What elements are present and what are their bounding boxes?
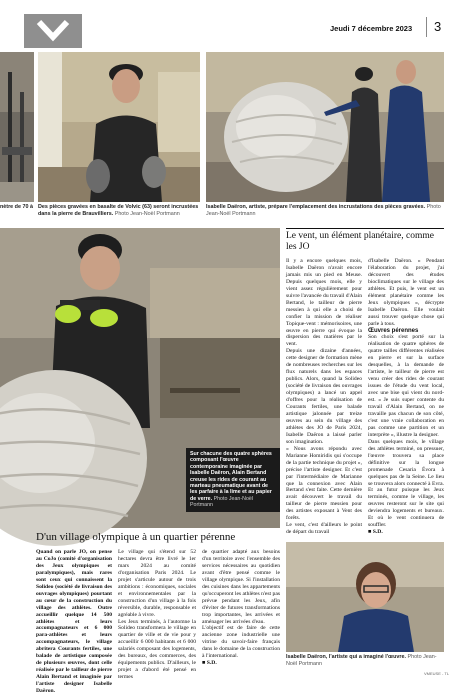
sidebar-col2-text-a: d'Isabelle Daëron. « Pendant l'élaboration du projet, j'ai découvert des études bioclimatiques sur le village des athlètes. Et puis, le vent est un élément planétaire comme les Jeux olympiques », décrypte Isabelle Daëron. Elle voulait aussi trouver quelque chose qui parle à tous.: [368, 258, 444, 327]
caption-basalt-credit: Photo Jean-Noël Portmann: [114, 210, 180, 217]
main-col1-text: Quand on parle JO, on pense au CoJo (comité d'organisation des Jeux olympiques et paralympiques), mais rares sont ceux qui connaissent la Solideo (société de livraison des ouvrages olympiques) pourtant au cœur de la construction du village des athlètes. Outre accueillir quelque 14 500 athlètes et leurs accompagnateurs et 6 000 para-athlètes et leurs accompagnateurs, le village abritera Courants fertiles, une balade de artistique composée de plusieurs œuvres, dont celle réalisée par le tailleur de pierre Alain Bertand et imaginée par l'artiste designer Isabelle Daëron.: [36, 549, 112, 695]
header-rule: [426, 17, 427, 37]
main-column-1: [36, 549, 112, 695]
sidebar-rule: [286, 228, 444, 229]
chevron-down-icon: [24, 14, 82, 48]
caption-portrait: [286, 654, 444, 668]
main-article-title: D'un village olympique à un quartier pérenne: [36, 531, 236, 543]
page-date: Jeudi 7 décembre 2023: [330, 24, 413, 33]
main-signature: ■ S.D.: [202, 660, 217, 667]
main-col3-text: de quartier adapté aux besoins d'un territoire avec l'ensemble des services nécessaires au quotidien avant d'être pensé comme le village olympique. Si l'installation des cuisines dans les appartements qu'occuperont les athlètes n'est pas prévue pendant les Jeux, afin d'éviter de futures transformations trop importantes, les arrivées et aménager les arrivées d'eau. L'objectif est de faire de cette ancienne zone industrielle une vitrine du savoir-faire français dans le domaine de la construction à l'international.: [202, 549, 280, 660]
footer-code: VMEUSE - TL: [424, 671, 450, 676]
sidebar-column-2: [368, 258, 444, 536]
sidebar-signature: ■ S.D.: [368, 529, 383, 536]
caption-carver: [186, 448, 280, 512]
photo-workshop-edge: [0, 52, 34, 202]
sidebar-subheading: Œuvres pérennes: [368, 327, 419, 334]
caption-basalt: [38, 204, 200, 218]
sidebar-article-title: Le vent, un élément planétaire, comme les JO: [286, 231, 434, 252]
page-number: 3: [434, 19, 442, 34]
caption-portrait-credit: Photo Jean-Noël Portmann: [286, 654, 437, 667]
photo-basalt-pieces: [38, 52, 200, 202]
photo-artist-portrait: [286, 542, 444, 652]
page-logo: [24, 14, 82, 48]
caption-carver-text: Sur chacune des quatre sphères composant l'œuvre contemporaine imaginée par Isabelle Daëron, Alain Bertand creuse les rides de courant au marteau pneumatique avant de les parfaire à la lime et au papier de verre.: [190, 451, 272, 502]
caption-artist-prep: [206, 204, 444, 218]
caption-portrait-text: Isabelle Daëron, l'artiste qui a imaginé l'œuvre.: [286, 654, 406, 660]
main-col2-text: Le village qui s'étend sur 52 hectares devra être livré le 1er mars 2024 au comité d'organisation Paris 2024. Le projet s'articule autour de trois ambitions : économiques, sociales et environnementales par la construction d'un village à la fois réversible, durable, responsable et agréable à vivre. Les Jeux terminés, à l'automne la Solideo transformera le village en quartier de ville et de vie pour y accueillir 6 000 habitants et 6 000 salariés composant des logements, des bureaux, des commerces, des équipements publics. D'ailleurs, le projet a d'abord été pensé en termes: [118, 549, 196, 681]
caption-basalt-text: Des pièces gravées en basalte de Volvic (63) seront incrustées dans la pierre de Brauvilliers.: [38, 204, 199, 217]
sidebar-col2-text-b: Son choix s'est porté sur la réalisation de quatre sphères de quatre tailles différentes réalisées en pierre et sur la surface desquelles, à la demande de l'artiste, le tailleur de pierre est venu créer des rides de courant issues de l'étude du vent local, avec une bise qui vient du nord-est. « Je suis super contente du travail d'Alain Bertand, on ne travaille pas chacun de son côté, c'est une vraie collaboration en pas comme une partition et un interprète », illustre la designer. Dans quelques mois, le village des athlètes terminé, on pressuer, l'œuvre trouvera sa place définitive sur la longue promenade Cesaria Évora à quelques pas de la Seine. Le lieu se trouvera alors connecté à Evra. Et au futur puisque les Jeux terminés, comme le village, les œuvres resteront sur le site qui deviendra logements et bureaux. Et où le vent continuera de souffler.: [368, 334, 444, 529]
sidebar-col1-text: Il y a encore quelques mois, Isabelle Daëron n'avait encore jamais mis un pied en Meuse. Depuis quelques mois, elle y vient assez régulièrement pour suivre l'avancée du travail d'Alain Bertand, le tailleur de pierre messien à qui elle a choisi de confier la mission de réaliser Topique-vent : mémorisoires, une œuvre en pierre qui évoque la dispersion des matières par le vent. Depuis une dizaine d'années, cette designer de formation mène de nombreuses recherches sur les flux naturels dans les espaces publics. Alors, quand la Solideo (société de livraison des ouvrages olympiques) a lancé un appel d'offres pour la réalisation de Courants fertiles, une balade artistique jalonnée par treize œuvres au sein du village des athlètes des JO de Paris 2024, Isabelle Daëron a laissé parler son imagination. « Nous avons répondu avec Marianne Homiridis qui s'occupe de la partie technique du projet », précise l'artiste designer. Et c'est par l'intermédiaire de Marianne que la connexion avec Alain Bertand s'est faite. Cette dernière avait découvert le travail du tailleur de pierre messien pour des artistes exposant à Vent des forêts. Le vent, c'est d'ailleurs le point de départ du travail: [286, 258, 362, 536]
caption-carver-credit: Photo Jean-Noël Portmann: [190, 495, 254, 509]
photo-artist-sphere: [206, 52, 444, 202]
sidebar-column-1: [286, 258, 362, 536]
photo-caption-fragment: nètre de 70 à: [0, 204, 33, 210]
caption-artist-prep-text: Isabelle Daëron, artiste, prépare l'emplacement des incrustations des pièces gravées.: [206, 204, 426, 210]
main-column-2: [118, 549, 196, 681]
caption-artist-prep-credit: Photo Jean-Noël Portmann: [206, 204, 441, 217]
main-column-3: [202, 549, 280, 667]
